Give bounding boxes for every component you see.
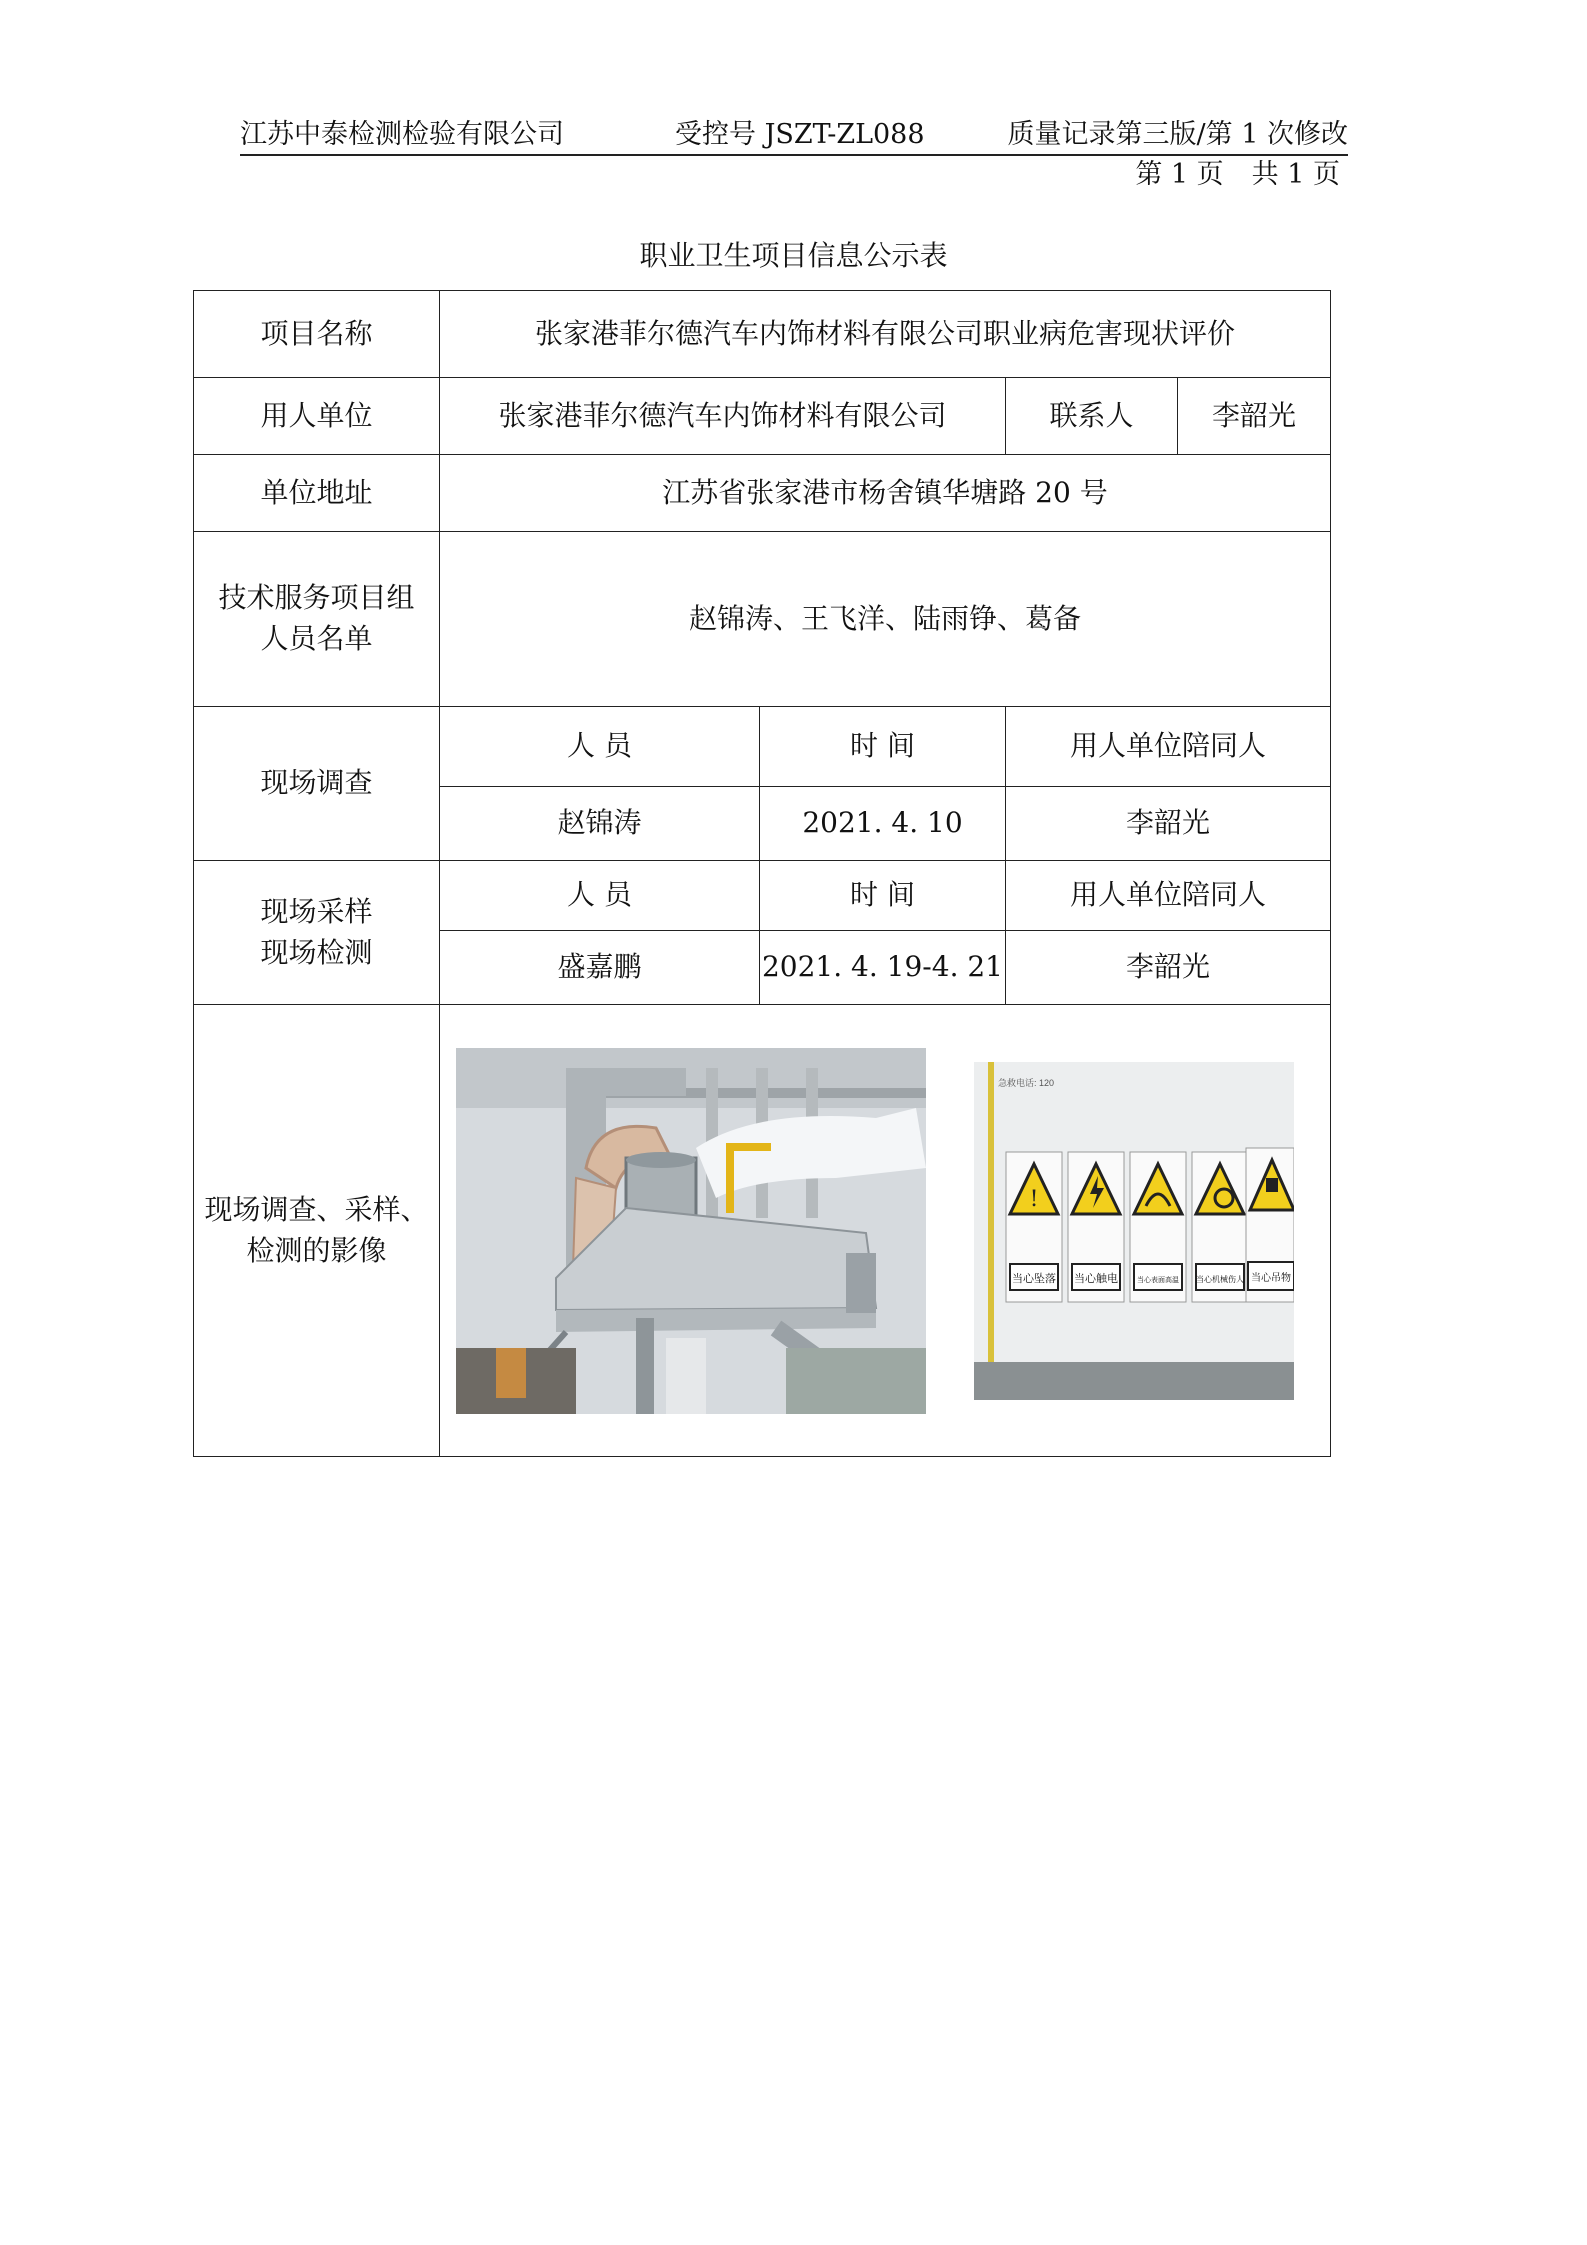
warning-signs-illustration (974, 1062, 1294, 1400)
row-sampling-header (194, 861, 1331, 931)
employer-label: 用人单位 (194, 378, 440, 455)
sampling-time: 2021. 4. 19-4. 21 (760, 931, 1006, 1005)
sampling-col-time: 时 间 (760, 861, 1006, 931)
contact-label: 联系人 (1006, 378, 1178, 455)
images-label-line1: 现场调查、采样、 (204, 1192, 429, 1226)
sampling-person: 盛嘉鹏 (440, 931, 760, 1005)
info-table (193, 290, 1331, 1457)
row-survey-header (194, 707, 1331, 787)
survey-col-time: 时 间 (760, 707, 1006, 787)
svg-text:!: ! (1029, 1186, 1039, 1212)
document-title: 职业卫生项目信息公示表 (639, 239, 948, 272)
survey-person: 赵锦涛 (440, 787, 760, 861)
images-cell (440, 1005, 1331, 1457)
sampling-col-person: 人 员 (440, 861, 760, 931)
team-label-line2: 人员名单 (260, 622, 373, 655)
survey-col-escort: 用人单位陪同人 (1006, 707, 1331, 787)
sign-1-text: 当心坠落 (1012, 1271, 1056, 1285)
company-name: 江苏中泰检测检验有限公司 (240, 119, 564, 150)
ventilation-hood-illustration (456, 1048, 926, 1414)
project-name-value: 张家港菲尔德汽车内饰材料有限公司职业病危害现状评价 (440, 291, 1331, 378)
page-number (1107, 152, 1340, 191)
employer-value: 张家港菲尔德汽车内饰材料有限公司 (440, 378, 1006, 455)
address-label: 单位地址 (194, 455, 440, 532)
row-address (194, 455, 1331, 532)
row-images (194, 1005, 1331, 1457)
survey-label: 现场调查 (194, 707, 440, 861)
survey-col-person: 人 员 (440, 707, 760, 787)
warning-sign-2 (1068, 1152, 1124, 1302)
warning-sign-4 (1192, 1152, 1248, 1302)
document-header (240, 110, 1348, 156)
sign-5-text: 当心吊物 (1251, 1272, 1291, 1284)
warning-sign-5 (1246, 1148, 1294, 1302)
contact-value: 李韶光 (1178, 378, 1331, 455)
control-number: 受控号 JSZT-ZL088 (675, 119, 925, 150)
record-version: 质量记录第三版/第 1 次修改 (1007, 119, 1348, 150)
warning-sign-3 (1130, 1152, 1186, 1302)
address-value: 江苏省张家港市杨舍镇华塘路 20 号 (440, 455, 1331, 532)
sampling-label-line2: 现场检测 (260, 935, 373, 969)
site-photo-warning-signs (974, 1062, 1294, 1400)
page-current: 第 1 页 (1135, 159, 1224, 190)
team-label (194, 532, 440, 707)
page-total: 共 1 页 (1251, 159, 1340, 190)
warning-sign-1 (1006, 1152, 1062, 1302)
survey-time: 2021. 4. 10 (760, 787, 1006, 861)
row-employer (194, 378, 1331, 455)
images-label (194, 1005, 440, 1457)
row-project-name (194, 291, 1331, 378)
survey-escort: 李韶光 (1006, 787, 1331, 861)
sampling-label-line1: 现场采样 (260, 894, 373, 928)
sign-4-text: 当心机械伤人 (1196, 1274, 1244, 1284)
sampling-escort: 李韶光 (1006, 931, 1331, 1005)
sampling-label (194, 861, 440, 1005)
photo-caption-text: 急救电话: 120 (998, 1077, 1055, 1088)
site-photo-ventilation-hood (456, 1048, 926, 1414)
sampling-col-escort: 用人单位陪同人 (1006, 861, 1331, 931)
sign-3-text: 当心表面高温 (1137, 1275, 1179, 1284)
team-label-line1: 技术服务项目组 (218, 581, 415, 615)
sign-2-text: 当心触电 (1074, 1271, 1118, 1285)
row-team (194, 532, 1331, 707)
project-name-label: 项目名称 (194, 291, 440, 378)
team-value: 赵锦涛、王飞洋、陆雨铮、葛备 (440, 532, 1331, 707)
images-label-line2: 检测的影像 (246, 1233, 387, 1267)
